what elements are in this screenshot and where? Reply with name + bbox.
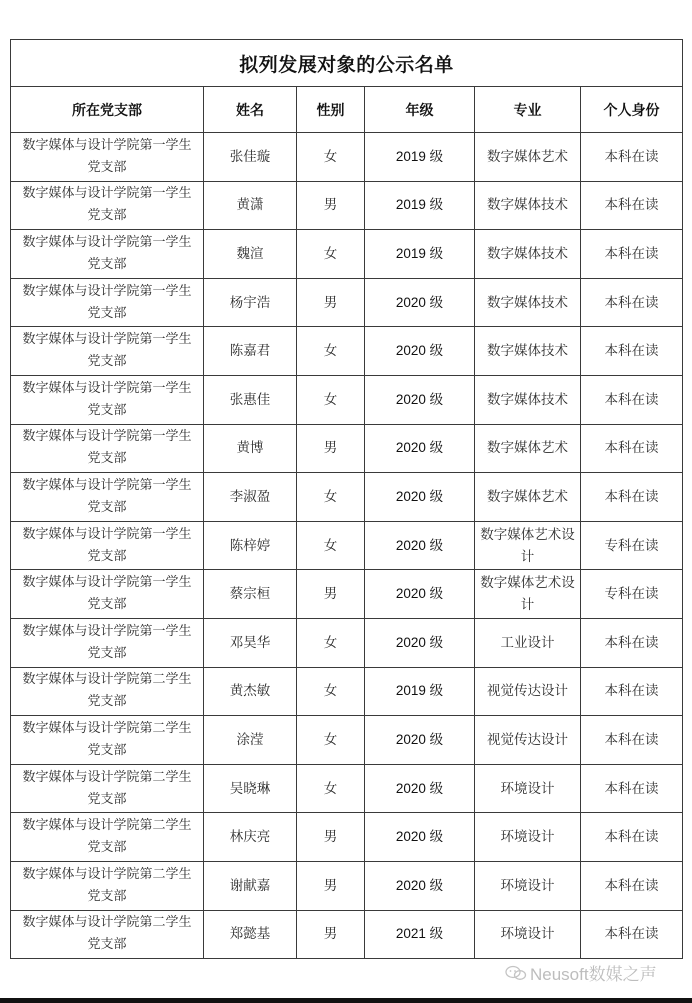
name-cell: 黄潇	[204, 181, 297, 230]
grade-cell: 2019 级	[365, 667, 475, 716]
table-row	[11, 230, 683, 279]
grade-cell: 2020 级	[365, 570, 475, 619]
name-cell: 张惠佳	[204, 375, 297, 424]
gender-cell: 女	[297, 327, 365, 376]
table-row	[11, 424, 683, 473]
status-cell: 本科在读	[581, 618, 683, 667]
status-cell: 本科在读	[581, 716, 683, 765]
gender-cell: 女	[297, 375, 365, 424]
major-cell: 数字媒体技术	[475, 375, 581, 424]
major-cell: 视觉传达设计	[475, 716, 581, 765]
major-cell: 数字媒体艺术设计	[475, 521, 581, 570]
table-row	[11, 910, 683, 959]
name-cell: 陈梓婷	[204, 521, 297, 570]
column-header-grade: 年级	[365, 87, 475, 133]
name-cell: 涂滢	[204, 716, 297, 765]
gender-cell: 男	[297, 181, 365, 230]
table-row	[11, 570, 683, 619]
major-cell: 视觉传达设计	[475, 667, 581, 716]
table-body	[11, 133, 683, 959]
status-cell: 本科在读	[581, 278, 683, 327]
table-title: 拟列发展对象的公示名单	[11, 40, 683, 87]
gender-cell: 男	[297, 910, 365, 959]
bottom-divider	[0, 998, 692, 1003]
status-cell: 本科在读	[581, 424, 683, 473]
header-row	[11, 87, 683, 133]
branch-cell: 数字媒体与设计学院第二学生党支部	[11, 813, 204, 862]
grade-cell: 2020 级	[365, 521, 475, 570]
name-cell: 邓昊华	[204, 618, 297, 667]
column-header-branch: 所在党支部	[11, 87, 204, 133]
gender-cell: 男	[297, 278, 365, 327]
major-cell: 数字媒体技术	[475, 327, 581, 376]
wechat-icon	[505, 965, 527, 981]
branch-cell: 数字媒体与设计学院第一学生党支部	[11, 424, 204, 473]
branch-cell: 数字媒体与设计学院第二学生党支部	[11, 861, 204, 910]
branch-cell: 数字媒体与设计学院第一学生党支部	[11, 181, 204, 230]
name-cell: 郑懿基	[204, 910, 297, 959]
name-cell: 谢献嘉	[204, 861, 297, 910]
column-header-status: 个人身份	[581, 87, 683, 133]
grade-cell: 2020 级	[365, 473, 475, 522]
name-cell: 陈嘉君	[204, 327, 297, 376]
name-cell: 蔡宗桓	[204, 570, 297, 619]
watermark	[505, 960, 657, 985]
table-row	[11, 181, 683, 230]
column-header-gender: 性别	[297, 87, 365, 133]
branch-cell: 数字媒体与设计学院第一学生党支部	[11, 375, 204, 424]
status-cell: 专科在读	[581, 570, 683, 619]
major-cell: 环境设计	[475, 910, 581, 959]
table-row	[11, 764, 683, 813]
name-cell: 张佳璇	[204, 133, 297, 182]
branch-cell: 数字媒体与设计学院第二学生党支部	[11, 910, 204, 959]
grade-cell: 2020 级	[365, 618, 475, 667]
branch-cell: 数字媒体与设计学院第一学生党支部	[11, 570, 204, 619]
grade-cell: 2020 级	[365, 278, 475, 327]
major-cell: 数字媒体技术	[475, 278, 581, 327]
table-row	[11, 473, 683, 522]
branch-cell: 数字媒体与设计学院第二学生党支部	[11, 667, 204, 716]
name-cell: 杨宇浩	[204, 278, 297, 327]
name-cell: 吴晓琳	[204, 764, 297, 813]
table-row	[11, 618, 683, 667]
table-row	[11, 327, 683, 376]
gender-cell: 女	[297, 133, 365, 182]
grade-cell: 2021 级	[365, 910, 475, 959]
name-cell: 李淑盈	[204, 473, 297, 522]
name-cell: 魏渲	[204, 230, 297, 279]
table-row	[11, 133, 683, 182]
name-cell: 黄博	[204, 424, 297, 473]
major-cell: 环境设计	[475, 861, 581, 910]
major-cell: 工业设计	[475, 618, 581, 667]
status-cell: 本科在读	[581, 230, 683, 279]
branch-cell: 数字媒体与设计学院第一学生党支部	[11, 521, 204, 570]
branch-cell: 数字媒体与设计学院第一学生党支部	[11, 473, 204, 522]
gender-cell: 女	[297, 230, 365, 279]
table-row	[11, 861, 683, 910]
status-cell: 本科在读	[581, 327, 683, 376]
major-cell: 环境设计	[475, 813, 581, 862]
gender-cell: 女	[297, 716, 365, 765]
major-cell: 数字媒体艺术	[475, 133, 581, 182]
grade-cell: 2020 级	[365, 375, 475, 424]
grade-cell: 2020 级	[365, 861, 475, 910]
status-cell: 本科在读	[581, 764, 683, 813]
major-cell: 数字媒体技术	[475, 230, 581, 279]
status-cell: 本科在读	[581, 375, 683, 424]
grade-cell: 2020 级	[365, 716, 475, 765]
table-row	[11, 667, 683, 716]
branch-cell: 数字媒体与设计学院第一学生党支部	[11, 618, 204, 667]
gender-cell: 男	[297, 570, 365, 619]
grade-cell: 2020 级	[365, 764, 475, 813]
column-header-major: 专业	[475, 87, 581, 133]
announcement-sheet	[10, 39, 682, 959]
name-cell: 林庆亮	[204, 813, 297, 862]
status-cell: 本科在读	[581, 910, 683, 959]
gender-cell: 男	[297, 813, 365, 862]
gender-cell: 女	[297, 473, 365, 522]
status-cell: 本科在读	[581, 473, 683, 522]
table-row	[11, 813, 683, 862]
grade-cell: 2020 级	[365, 813, 475, 862]
table-row	[11, 716, 683, 765]
gender-cell: 女	[297, 764, 365, 813]
status-cell: 专科在读	[581, 521, 683, 570]
gender-cell: 女	[297, 667, 365, 716]
gender-cell: 女	[297, 618, 365, 667]
branch-cell: 数字媒体与设计学院第一学生党支部	[11, 327, 204, 376]
grade-cell: 2019 级	[365, 133, 475, 182]
branch-cell: 数字媒体与设计学院第一学生党支部	[11, 278, 204, 327]
major-cell: 环境设计	[475, 764, 581, 813]
branch-cell: 数字媒体与设计学院第一学生党支部	[11, 133, 204, 182]
status-cell: 本科在读	[581, 667, 683, 716]
branch-cell: 数字媒体与设计学院第一学生党支部	[11, 230, 204, 279]
status-cell: 本科在读	[581, 861, 683, 910]
name-cell: 黄杰敏	[204, 667, 297, 716]
table-row	[11, 521, 683, 570]
major-cell: 数字媒体艺术	[475, 424, 581, 473]
gender-cell: 女	[297, 521, 365, 570]
major-cell: 数字媒体艺术	[475, 473, 581, 522]
status-cell: 本科在读	[581, 813, 683, 862]
table-row	[11, 278, 683, 327]
gender-cell: 男	[297, 861, 365, 910]
column-header-name: 姓名	[204, 87, 297, 133]
grade-cell: 2019 级	[365, 181, 475, 230]
table-row	[11, 375, 683, 424]
major-cell: 数字媒体技术	[475, 181, 581, 230]
branch-cell: 数字媒体与设计学院第二学生党支部	[11, 764, 204, 813]
gender-cell: 男	[297, 424, 365, 473]
grade-cell: 2019 级	[365, 230, 475, 279]
watermark-text: Neusoft数媒之声	[530, 965, 657, 984]
grade-cell: 2020 级	[365, 424, 475, 473]
grade-cell: 2020 级	[365, 327, 475, 376]
status-cell: 本科在读	[581, 133, 683, 182]
status-cell: 本科在读	[581, 181, 683, 230]
candidate-list-table	[10, 39, 683, 959]
branch-cell: 数字媒体与设计学院第二学生党支部	[11, 716, 204, 765]
major-cell: 数字媒体艺术设计	[475, 570, 581, 619]
